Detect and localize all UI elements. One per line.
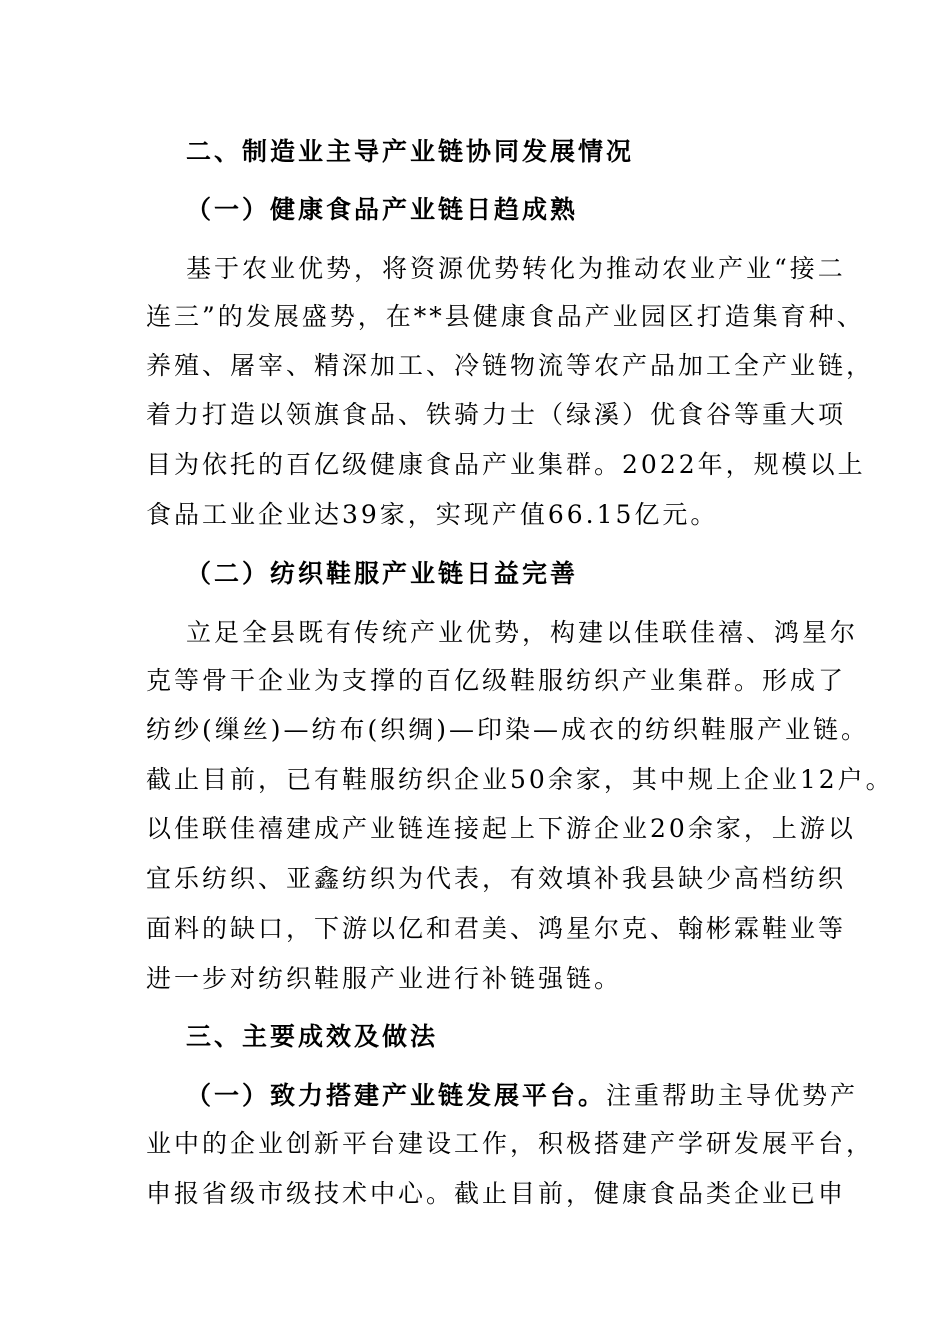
paragraph-text: 注重帮助主导优势产 <box>606 1081 859 1110</box>
paragraph-line: 宜乐纺织、亚鑫纺织为代表，有效填补我县缺少高档纺织 <box>146 864 847 893</box>
paragraph-line: 面料的缺口，下游以亿和君美、鸿星尔克、翰彬霖鞋业等 <box>146 914 847 943</box>
paragraph-line: 目为依托的百亿级健康食品产业集群。2022年，规模以上 <box>146 450 866 479</box>
paragraph-line: 进一步对纺织鞋服产业进行补链强链。 <box>146 964 623 993</box>
paragraph-line: 连三”的发展盛势，在**县健康食品产业园区打造集育种、 <box>146 302 865 331</box>
paragraph-line: 养殖、屠宰、精深加工、冷链物流等农产品加工全产业链， <box>146 351 875 380</box>
paragraph-line: 着力打造以领旗食品、铁骑力士（绿溪）优食谷等重大项 <box>146 400 847 429</box>
paragraph-line: 截止目前，已有鞋服纺织企业50余家，其中规上企业12户。 <box>146 765 894 794</box>
paragraph-line: 申报省级市级技术中心。截止目前，健康食品类企业已申 <box>146 1179 847 1208</box>
paragraph-line: 立足全县既有传统产业优势，构建以佳联佳禧、鸿星尔 <box>186 618 859 647</box>
section-heading-3: 三、主要成效及做法 <box>186 1022 439 1051</box>
subsection-heading-2-2: （二）纺织鞋服产业链日益完善 <box>186 559 579 588</box>
paragraph-line: 以佳联佳禧建成产业链连接起上下游企业20余家，上游以 <box>146 814 856 843</box>
paragraph-line: 克等骨干企业为支撑的百亿级鞋服纺织产业集群。形成了 <box>146 666 847 695</box>
paragraph-line: 纺纱(缫丝)—纺布(织绸)—印染—成衣的纺织鞋服产业链。 <box>146 715 870 744</box>
paragraph-line: 食品工业企业达39家，实现产值66.15亿元。 <box>146 500 719 529</box>
paragraph-line: 基于农业优势，将资源优势转化为推动农业产业“接二 <box>186 254 846 283</box>
subsection-heading-2-1: （一）健康食品产业链日趋成熟 <box>186 195 579 224</box>
paragraph-line: 业中的企业创新平台建设工作，积极搭建产学研发展平台， <box>146 1129 875 1158</box>
subsection-heading-3-1: （一）致力搭建产业链发展平台。 <box>186 1081 607 1110</box>
section-heading-2: 二、制造业主导产业链协同发展情况 <box>186 137 635 166</box>
paragraph-line-with-heading <box>186 1079 858 1113</box>
